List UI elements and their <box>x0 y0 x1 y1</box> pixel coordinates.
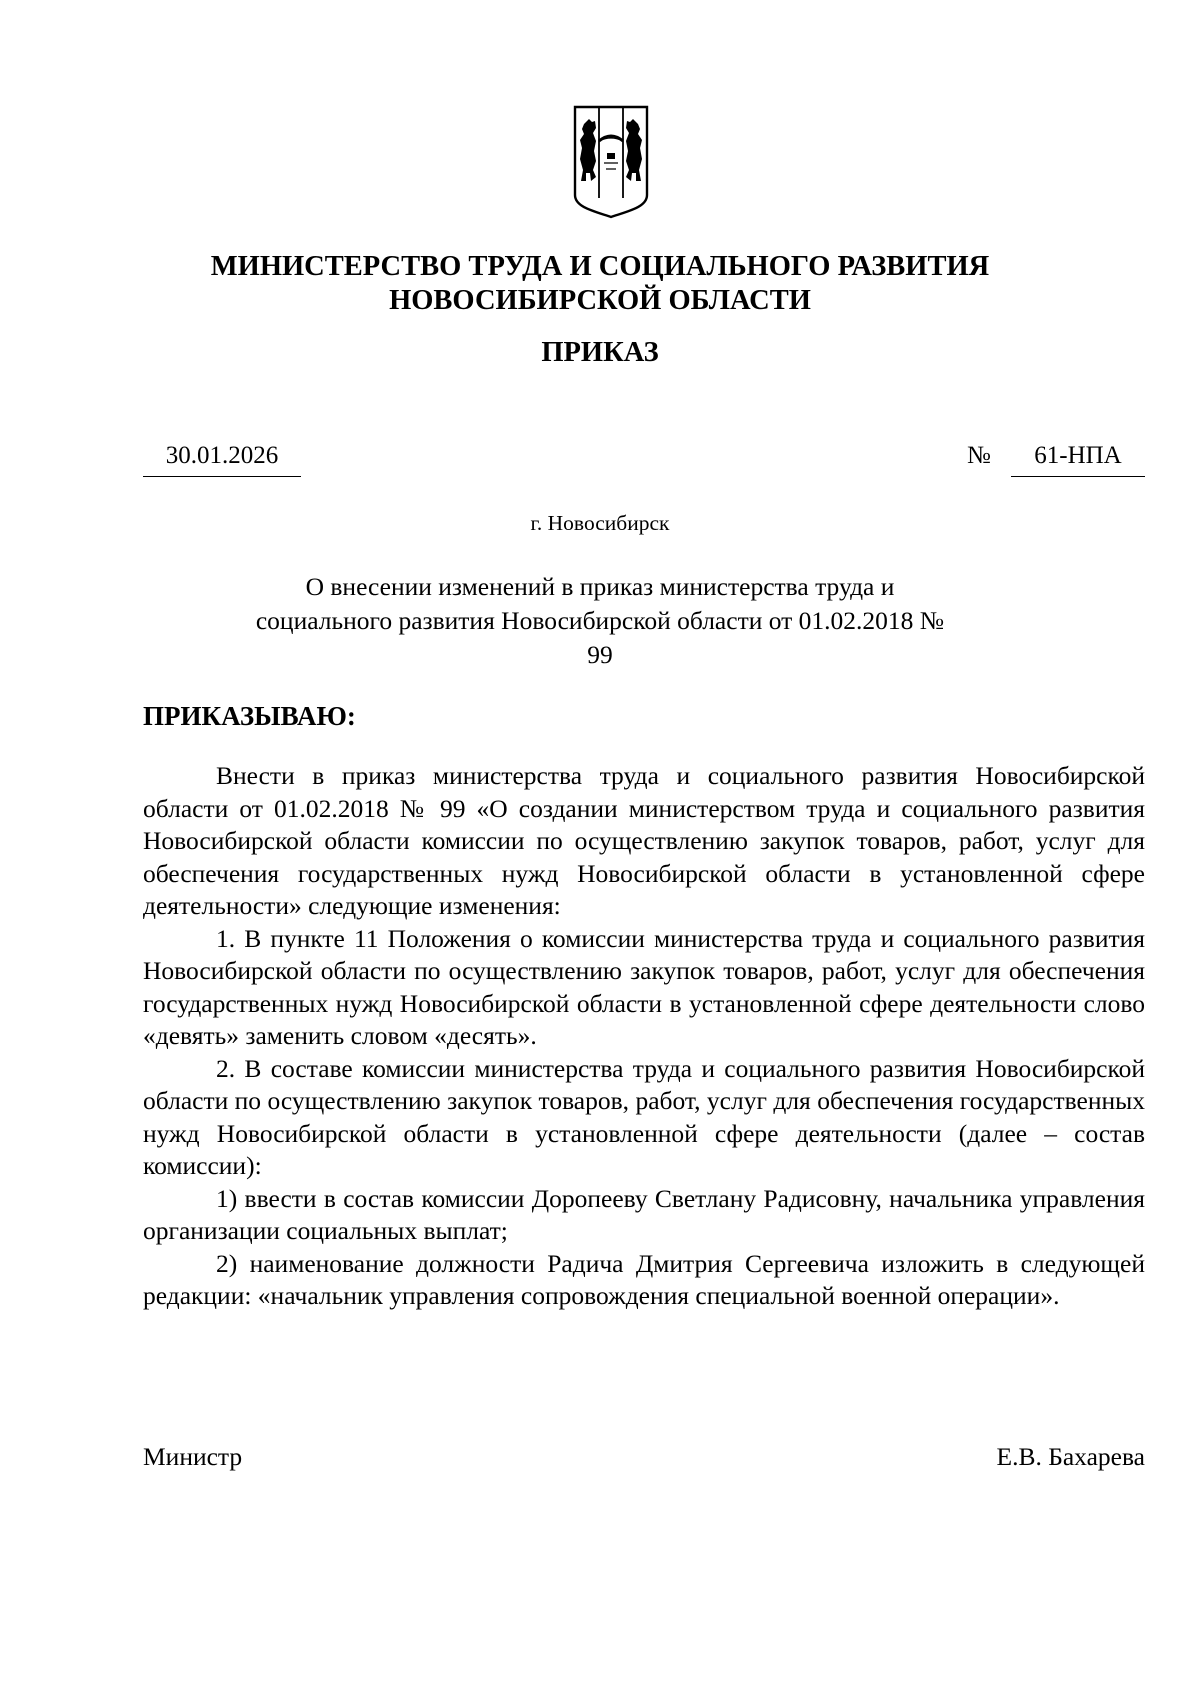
document-body <box>143 760 1145 1313</box>
city-label: г. Новосибирск <box>530 511 670 535</box>
organization-title-line1: МИНИСТЕРСТВО ТРУДА И СОЦИАЛЬНОГО РАЗВИТИЯ <box>210 251 990 282</box>
signer-position: Министр <box>143 1442 243 1471</box>
number-sign: № <box>967 442 991 469</box>
signer-name: Е.В. Бахарева <box>996 1442 1145 1471</box>
document-subject: О внесении изменений в приказ министерства труда и социального развития Новосибирской области от 01.02.2018 № 99 <box>255 572 945 669</box>
body-paragraph-subitem-2: 2) наименование должности Радича Дмитрия Сергеевича изложить в следующей редакции: «начальник управления сопровождения специальной военной операции». <box>143 1248 1145 1310</box>
document-date: 30.01.2026 <box>143 439 301 477</box>
document-type-title: ПРИКАЗ <box>541 337 659 368</box>
coat-of-arms-icon <box>571 103 651 220</box>
body-paragraph-item-2: 2. В составе комиссии министерства труда и социального развития Новосибирской области по осуществлению закупок товаров, работ, услуг для обеспечения государственных нужд Новосибирской области в установленной сфере деятельности (далее – состав комиссии): <box>143 1053 1145 1180</box>
body-paragraph-subitem-1: 1) ввести в состав комиссии Доропееву Светлану Радисовну, начальника управления организации социальных выплат; <box>143 1183 1145 1245</box>
document-number: 61-НПА <box>1011 439 1145 477</box>
body-paragraph-item-1: 1. В пункте 11 Положения о комиссии министерства труда и социального развития Новосибирской области по осуществлению закупок товаров, работ, услуг для обеспечения государственных нужд Новосибирской области в установленной сфере деятельности слово «девять» заменить словом «десять». <box>143 923 1145 1050</box>
body-paragraph-intro: Внести в приказ министерства труда и социального развития Новосибирской области от 01.02.2018 № 99 «О создании министерством труда и социального развития Новосибирской области комиссии по осуществлению закупок товаров, работ, услуг для обеспечения государственных нужд Новосибирской области в установленной сфере деятельности» следующие изменения: <box>143 761 1145 920</box>
organization-title-line2: НОВОСИБИРСКОЙ ОБЛАСТИ <box>389 285 811 316</box>
order-word-heading: ПРИКАЗЫВАЮ: <box>143 701 356 731</box>
